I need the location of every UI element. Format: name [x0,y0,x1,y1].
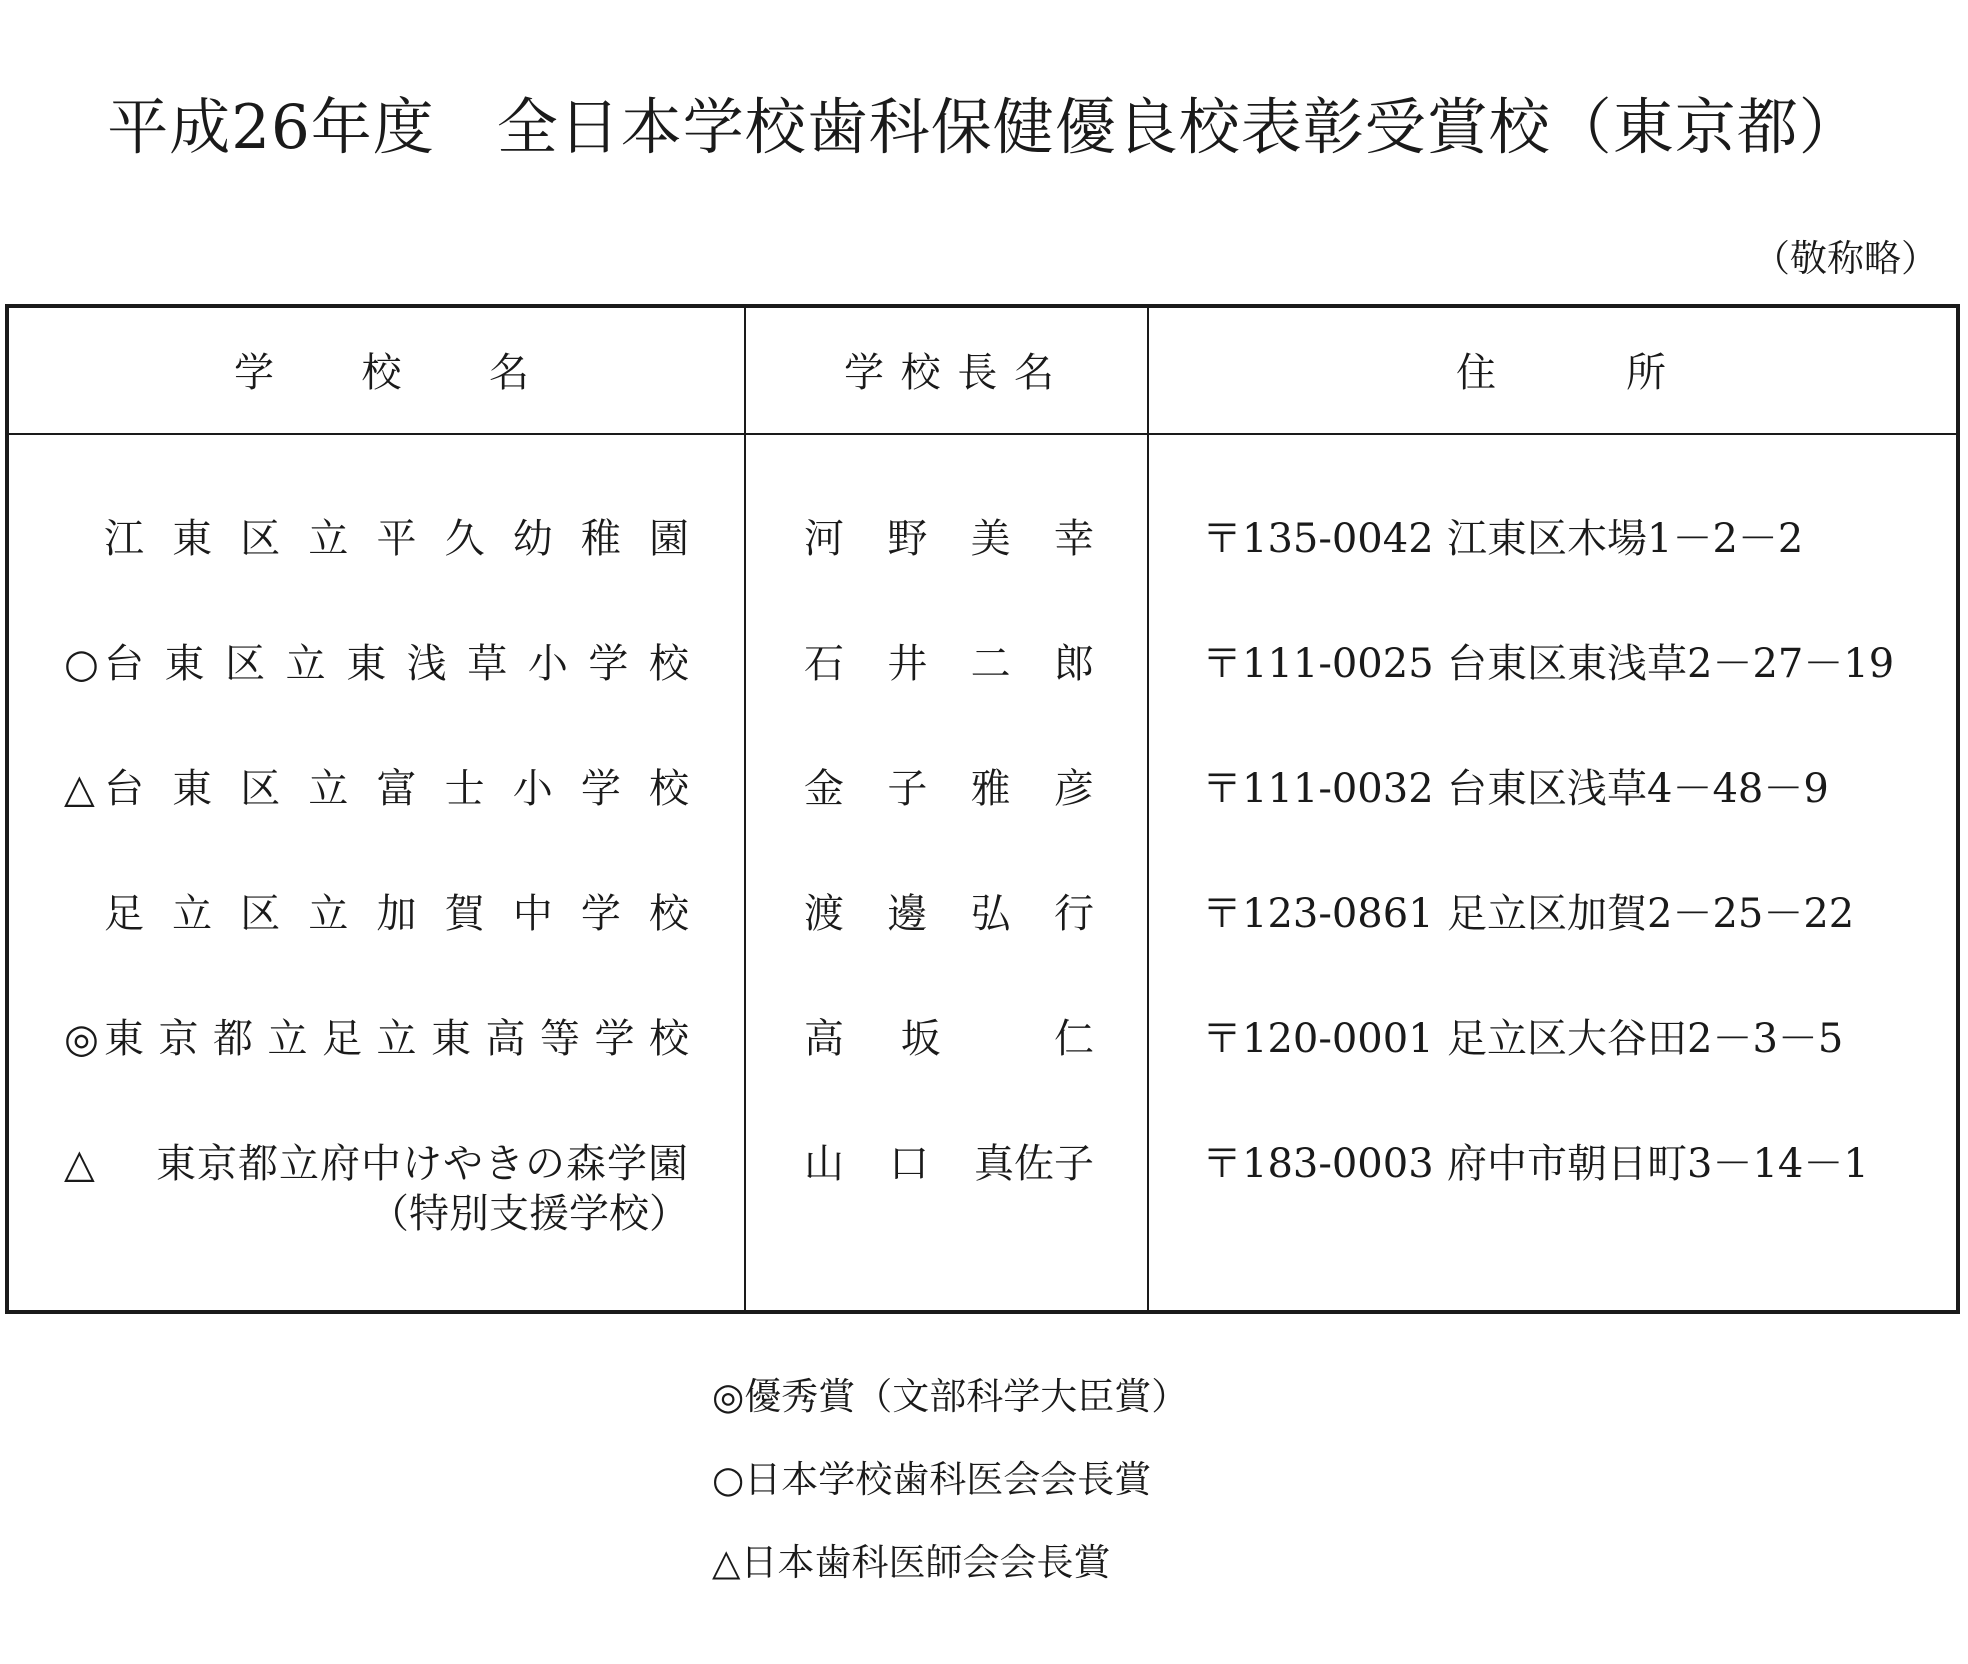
principal-name-char: 野 [887,516,928,562]
table-row [9,639,1956,764]
principal-name-char: 河 [804,516,844,562]
school-name-char: 立 [376,1016,417,1062]
principal-name-cell [804,1139,1094,1189]
address-cell [1202,514,1952,564]
address-cell [1202,764,1952,814]
school-name-subtitle: （特別支援学校） [369,1191,689,1237]
school-name-char: 江 [104,516,144,562]
award-mark: △ [64,766,95,812]
header-principal-name [844,348,1054,398]
school-name-char: 学 [580,766,621,812]
header-divider [9,433,1956,435]
school-name-char: 校 [649,766,689,812]
school-name: 東京都立府中けやきの森学園 [156,1141,689,1187]
principal-name-char: 石 [804,641,844,687]
school-name-char: 都 [213,1016,253,1062]
principal-name-char: 雅 [970,766,1011,812]
principal-name-char: 行 [1053,891,1094,937]
header-char: 学 [844,350,884,396]
school-name-char: 東 [172,766,213,812]
header-char: 長 [957,350,998,396]
school-name-cell [64,1139,689,1239]
table-row [9,1014,1956,1139]
header-char: 住 [1456,350,1496,396]
address-cell [1202,1139,1952,1189]
principal-name-char: 真佐子 [974,1141,1094,1187]
award-mark: △ [64,1141,95,1187]
header-char: 校 [361,350,402,396]
principal-name-char: 二 [970,641,1011,687]
page-title: 平成26年度 全日本学校歯科保健優良校表彰受賞校（東京都） [107,92,1861,163]
address-cell [1202,889,1952,939]
school-name-char: 中 [512,891,553,937]
principal-name-char: 金 [804,766,844,812]
school-name-char: 学 [588,641,629,687]
street-address: 府中市朝日町3－14－1 [1447,1141,1869,1187]
principal-name-char: 幸 [1053,516,1094,562]
school-name-char: 東 [104,1016,144,1062]
school-name-char: 区 [240,766,281,812]
street-address: 台東区東浅草2－27－19 [1447,641,1895,687]
school-name-char: 校 [649,891,689,937]
school-name-char: 高 [485,1016,526,1062]
principal-name-char: 邊 [887,891,928,937]
principal-name-cell [804,764,1094,814]
principal-name-char: 子 [887,766,928,812]
honorific-omitted-note: （敬称略） [1753,237,1938,280]
school-name-char: 立 [172,891,213,937]
school-name-char: 東 [431,1016,471,1062]
legend-excellence-award: ◎優秀賞（文部科学大臣賞） [712,1375,1189,1418]
header-address [1456,348,1666,398]
school-name [104,764,689,814]
legend-school-dentists-award: ○日本学校歯科医会会長賞 [712,1458,1152,1501]
principal-name-char: 口 [889,1141,929,1187]
principal-name-char: 彦 [1053,766,1094,812]
street-address: 足立区大谷田2－3－5 [1447,1016,1844,1062]
school-name-char: 等 [540,1016,580,1062]
award-mark [64,889,104,939]
school-name-char: 立 [308,516,349,562]
school-name-char: 久 [444,516,485,562]
school-name-cell [64,514,689,564]
postal-code: 〒183-0003 [1202,1141,1434,1187]
award-mark: ◎ [64,1016,99,1062]
school-name [104,889,689,939]
street-address: 江東区木場1－2－2 [1447,516,1804,562]
school-name-char: 東 [346,641,387,687]
header-school-name [234,348,529,398]
school-name-char: 稚 [580,516,621,562]
school-name-char: 区 [240,516,281,562]
school-name-char: 区 [240,891,281,937]
school-name-char: 加 [376,891,417,937]
street-address: 台東区浅草4－48－9 [1447,766,1829,812]
table-row [9,1139,1956,1264]
postal-code: 〒135-0042 [1202,516,1434,562]
school-name-char: 士 [444,766,485,812]
school-name-char: 立 [267,1016,308,1062]
school-name-char: 東 [164,641,205,687]
street-address: 足立区加賀2－25－22 [1447,891,1855,937]
table-row [9,514,1956,639]
principal-name-char: 美 [970,516,1011,562]
principal-name-cell [804,1014,1094,1064]
school-name-char: 足 [104,891,144,937]
school-name-char: 小 [512,766,553,812]
school-name-char: 平 [376,516,417,562]
principal-name-char: 弘 [970,891,1011,937]
school-name-char: 立 [285,641,326,687]
postal-code: 〒111-0025 [1202,641,1434,687]
school-name-char: 校 [649,1016,689,1062]
principal-name-char: 郎 [1053,641,1094,687]
school-name-char: 賀 [444,891,485,937]
school-name-cell [64,889,689,939]
school-name-char: 校 [648,641,689,687]
principal-name-char: 渡 [804,891,844,937]
school-name-char: 小 [527,641,568,687]
school-name-cell [64,639,689,689]
postal-code: 〒111-0032 [1202,766,1434,812]
school-name-char: 学 [580,891,621,937]
header-char: 校 [900,350,941,396]
school-name-char: 京 [158,1016,199,1062]
postal-code: 〒123-0861 [1202,891,1434,937]
award-mark [64,514,104,564]
principal-name-char: 仁 [1053,1016,1094,1062]
school-name-char: 浅 [406,641,447,687]
principal-name-cell [804,514,1094,564]
header-char: 学 [234,350,274,396]
header-char: 名 [1013,350,1054,396]
school-name-char: 立 [308,891,349,937]
school-name-cell [64,764,689,814]
award-mark: ○ [64,641,99,687]
principal-name-char: 井 [887,641,928,687]
school-name-char: 東 [172,516,213,562]
school-name-cell [64,1014,689,1064]
principal-name-cell [804,889,1094,939]
legend-dental-association-award: △日本歯科医師会会長賞 [712,1541,1111,1584]
school-name [104,1014,689,1064]
principal-name-char: 坂 [900,1016,941,1062]
address-cell [1202,1014,1952,1064]
school-name-char: 足 [322,1016,362,1062]
school-name [104,514,689,564]
table-row [9,889,1956,1014]
school-name-char: 草 [467,641,508,687]
school-name-char: 区 [225,641,266,687]
postal-code: 〒120-0001 [1202,1016,1434,1062]
header-char: 所 [1626,350,1666,396]
school-name-char: 台 [104,766,144,812]
school-name-char: 台 [104,641,144,687]
header-char: 名 [489,350,529,396]
school-name-char: 富 [376,766,417,812]
school-name-char: 学 [594,1016,635,1062]
school-name-char: 園 [649,516,689,562]
school-name-char: 立 [308,766,349,812]
school-name [104,639,689,689]
award-table [5,304,1960,1314]
address-cell [1202,639,1952,689]
principal-name-char: 山 [804,1141,844,1187]
table-row [9,764,1956,889]
principal-name-char: 高 [804,1016,844,1062]
principal-name-cell [804,639,1094,689]
school-name-char: 幼 [512,516,553,562]
